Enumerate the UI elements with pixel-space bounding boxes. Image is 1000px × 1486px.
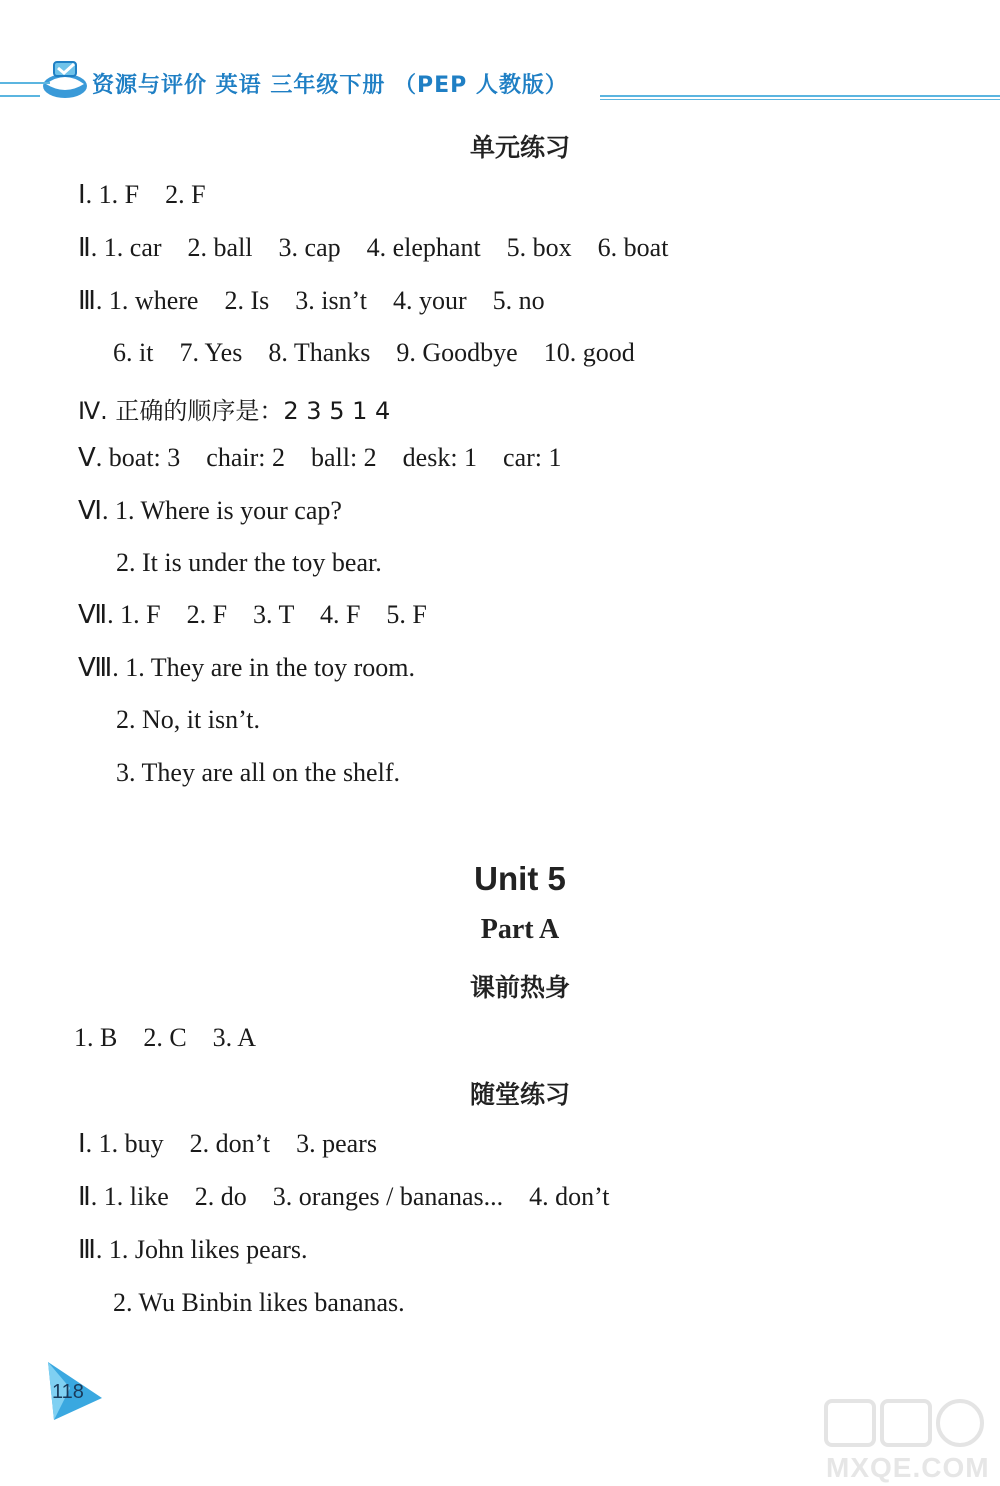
section-heading-unit-practice: 单元练习 <box>469 133 570 162</box>
answer-line: 2. It is under the toy bear. <box>116 548 382 577</box>
answer-line: Ⅱ. 1. car 2. ball 3. cap 4. elephant 5. box 6. boat <box>78 233 669 262</box>
answer-line: Ⅴ. boat: 3 chair: 2 ball: 2 desk: 1 car: 1 <box>78 443 562 472</box>
header-rule-left-low <box>0 95 40 97</box>
answer-line: 2. No, it isn’t. <box>116 705 260 734</box>
header-rule-left <box>0 82 50 84</box>
answer-line: 3. They are all on the shelf. <box>116 758 400 787</box>
answer-line: Ⅵ. 1. Where is your cap? <box>78 496 342 525</box>
answer-line: Ⅳ. 正确的顺序是：2 3 5 1 4 <box>78 397 391 425</box>
book-logo-icon <box>40 56 90 102</box>
answer-line: Ⅱ. 1. like 2. do 3. oranges / bananas... 4. don’t <box>78 1182 610 1211</box>
section-heading-class-practice: 随堂练习 <box>469 1080 570 1109</box>
header-title: 资源与评价 英语 三年级下册 （PEP 人教版） <box>92 73 568 98</box>
answer-line: Ⅰ. 1. F 2. F <box>78 180 206 209</box>
part-title: Part A <box>480 914 560 945</box>
header-rule-right <box>600 95 1000 97</box>
answer-line: 1. B 2. C 3. A <box>74 1023 257 1052</box>
answer-line: Ⅲ. 1. where 2. Is 3. isn’t 4. your 5. no <box>78 286 545 315</box>
page-header <box>0 50 1000 110</box>
header-rule-right-thin <box>600 99 1000 100</box>
answer-line: 6. it 7. Yes 8. Thanks 9. Goodbye 10. good <box>113 338 635 367</box>
watermark-text: MXQE.COM <box>826 1452 990 1483</box>
answer-line: 2. Wu Binbin likes bananas. <box>113 1288 405 1317</box>
unit-title: Unit 5 <box>474 860 566 897</box>
section-heading-warmup: 课前热身 <box>469 973 570 1002</box>
answer-line: Ⅲ. 1. John likes pears. <box>78 1235 308 1264</box>
answer-line: Ⅶ. 1. F 2. F 3. T 4. F 5. F <box>78 600 427 629</box>
answer-line: Ⅷ. 1. They are in the toy room. <box>78 653 416 682</box>
page-number: 118 <box>52 1381 84 1403</box>
answer-line: Ⅰ. 1. buy 2. don’t 3. pears <box>78 1129 377 1158</box>
